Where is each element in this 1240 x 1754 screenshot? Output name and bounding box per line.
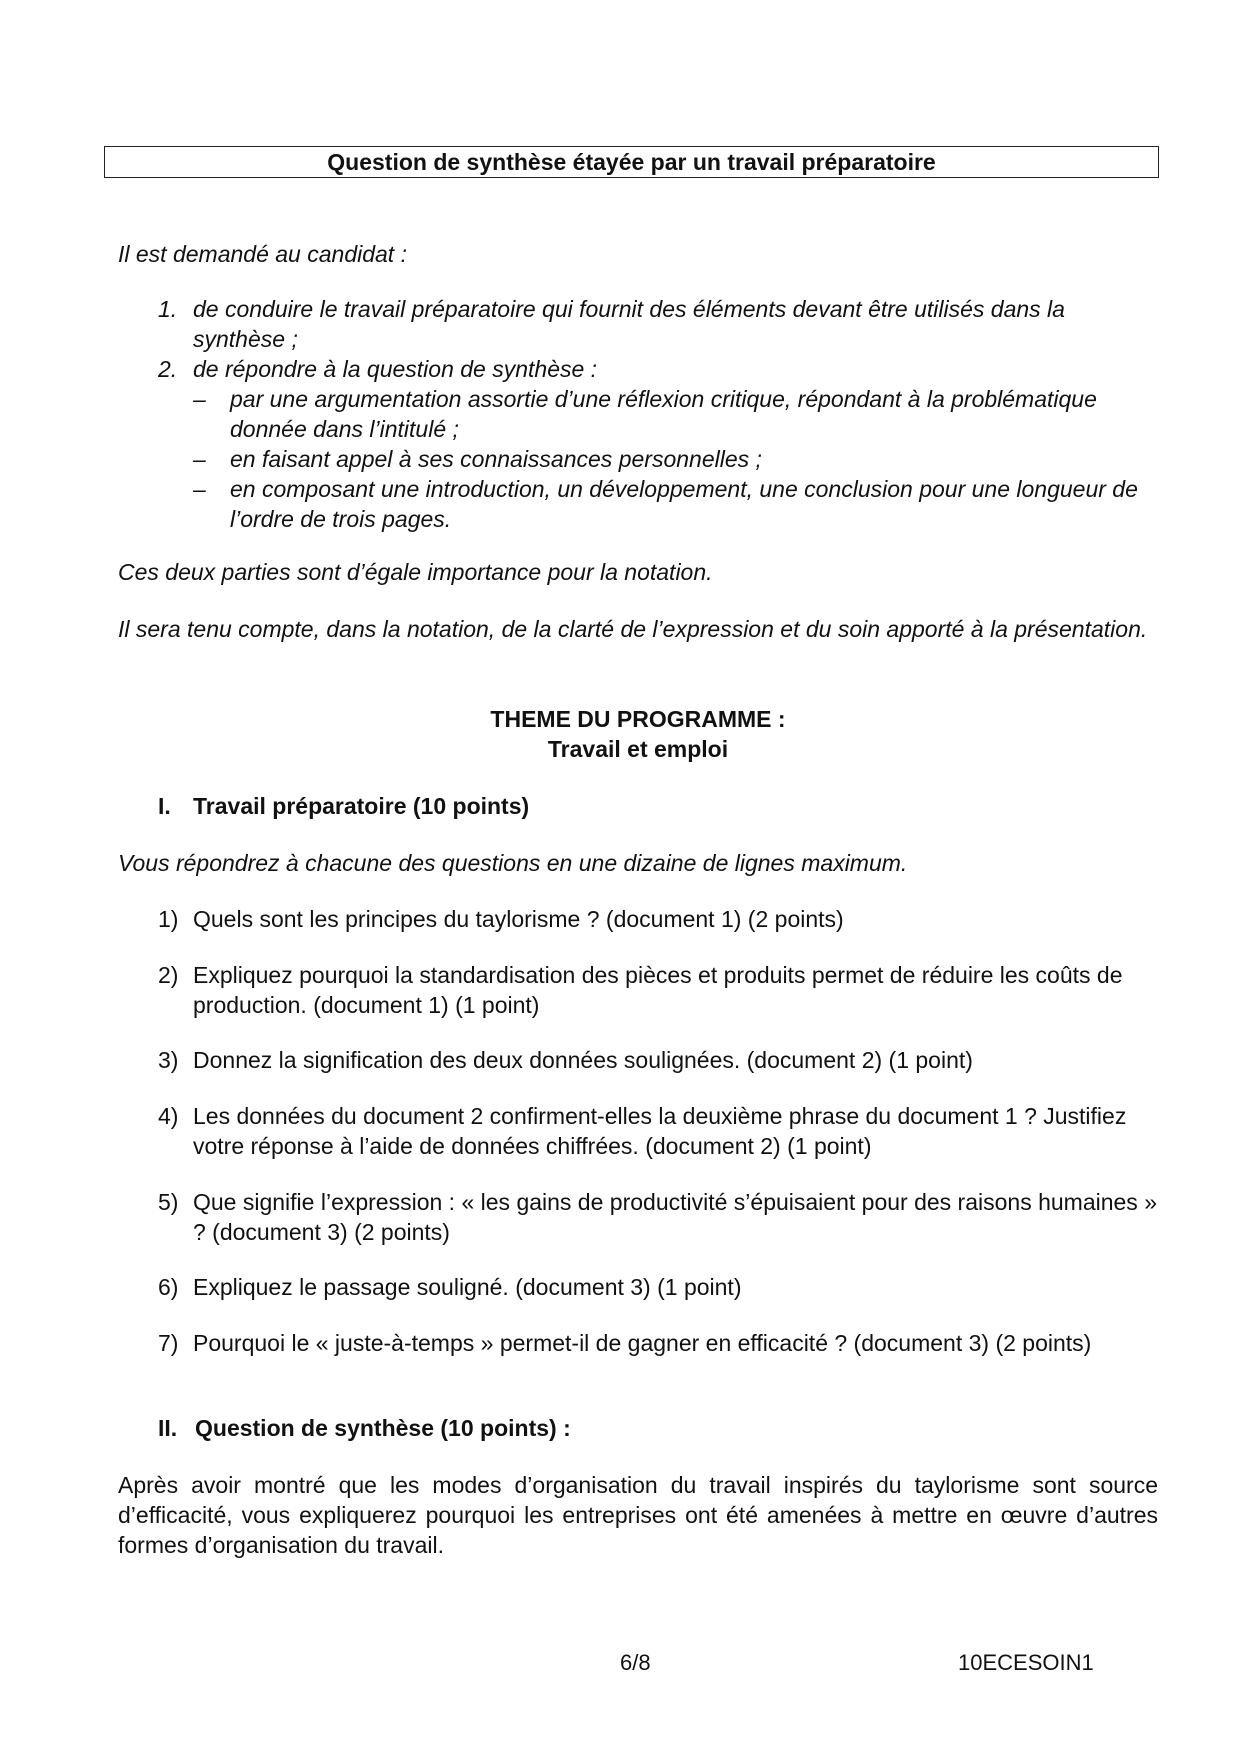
section-title-box [104,146,1159,178]
part-2-text: Après avoir montré que les modes d’organisation du travail inspirés du taylorisme sont source d’efficacité, vous expliquerez pourquoi les entreprises ont été amenées à mettre en œuvre d’autres formes d’organisation du travail. [118,1472,1158,1558]
sub-item [193,474,1160,534]
sub-item [193,444,1160,474]
question-3-text: Donnez la signification des deux données soulignées. (document 2) (1 point) [193,1047,973,1073]
question-1 [150,904,1160,934]
document-code: 10ECESOIN1 [958,1650,1094,1675]
question-7-text: Pourquoi le « juste-à-temps » permet-il de gagner en efficacité ? (document 3) (2 points) [193,1330,1092,1356]
part-1-intro: Vous répondrez à chacune des questions en une dizaine de lignes maximum. [118,850,908,876]
dash-bullet: – [193,446,206,472]
theme-value: Travail et emploi [547,736,729,762]
question-3 [150,1045,1160,1075]
question-5 [150,1187,1160,1247]
part-2-title: Question de synthèse (10 points) : [195,1415,571,1441]
question-6 [150,1272,1160,1302]
part-2-number: II. [158,1415,178,1441]
question-4-text: Les données du document 2 confirment-elles la deuxième phrase du document 1 ? Justifiez votre réponse à l’aide de données chiffrées. (document 2) (1 point) [193,1103,1127,1159]
section-title: Question de synthèse étayée par un travail préparatoire [327,149,936,175]
question-5-number: 5) [158,1189,179,1215]
question-2-text: Expliquez pourquoi la standardisation des pièces et produits permet de réduire les coûts de production. (document 1) (1 point) [193,962,1123,1018]
sub-item-text: en composant une introduction, un développement, une conclusion pour une longueur de l’ordre de trois pages. [230,476,1138,532]
step-2 [150,354,1160,534]
theme-label: THEME DU PROGRAMME : [490,706,786,732]
page-number: 6/8 [620,1650,651,1675]
instructions-steps [150,294,1160,534]
note-clarity: Il sera tenu compte, dans la notation, de la clarté de l’expression et du soin apporté à la présentation. [118,616,1148,642]
question-4-number: 4) [158,1103,179,1129]
question-7-number: 7) [158,1330,179,1356]
question-2-number: 2) [158,962,179,988]
step-2-sublist [193,384,1160,534]
question-1-number: 1) [158,906,179,932]
question-6-text: Expliquez le passage souligné. (document 3) (1 point) [193,1274,742,1300]
note-equal-importance: Ces deux parties sont d’égale importance pour la notation. [118,559,713,585]
step-2-text: de répondre à la question de synthèse : [193,356,598,382]
sub-item-text: en faisant appel à ses connaissances personnelles ; [230,446,762,472]
question-6-number: 6) [158,1274,179,1300]
step-2-number: 2. [158,356,178,382]
step-1 [150,294,1160,354]
sub-item-text: par une argumentation assortie d’une réflexion critique, répondant à la problématique donnée dans l’intitulé ; [230,386,1097,442]
dash-bullet: – [193,476,206,502]
question-2 [150,960,1160,1020]
question-4 [150,1101,1160,1161]
question-7 [150,1328,1160,1358]
dash-bullet: – [193,386,206,412]
part-1-title: Travail préparatoire (10 points) [193,793,530,819]
step-1-number: 1. [158,296,178,322]
question-5-text: Que signifie l’expression : « les gains de productivité s’épuisaient pour des raisons humaines » ? (document 3) (2 points) [193,1189,1157,1245]
question-1-text: Quels sont les principes du taylorisme ? (document 1) (2 points) [193,906,844,932]
instructions-intro: Il est demandé au candidat : [118,241,407,267]
step-1-text: de conduire le travail préparatoire qui fournit des éléments devant être utilisés dans la synthèse ; [193,296,1065,352]
part-1-number: I. [158,793,171,819]
sub-item [193,384,1160,444]
question-3-number: 3) [158,1047,179,1073]
